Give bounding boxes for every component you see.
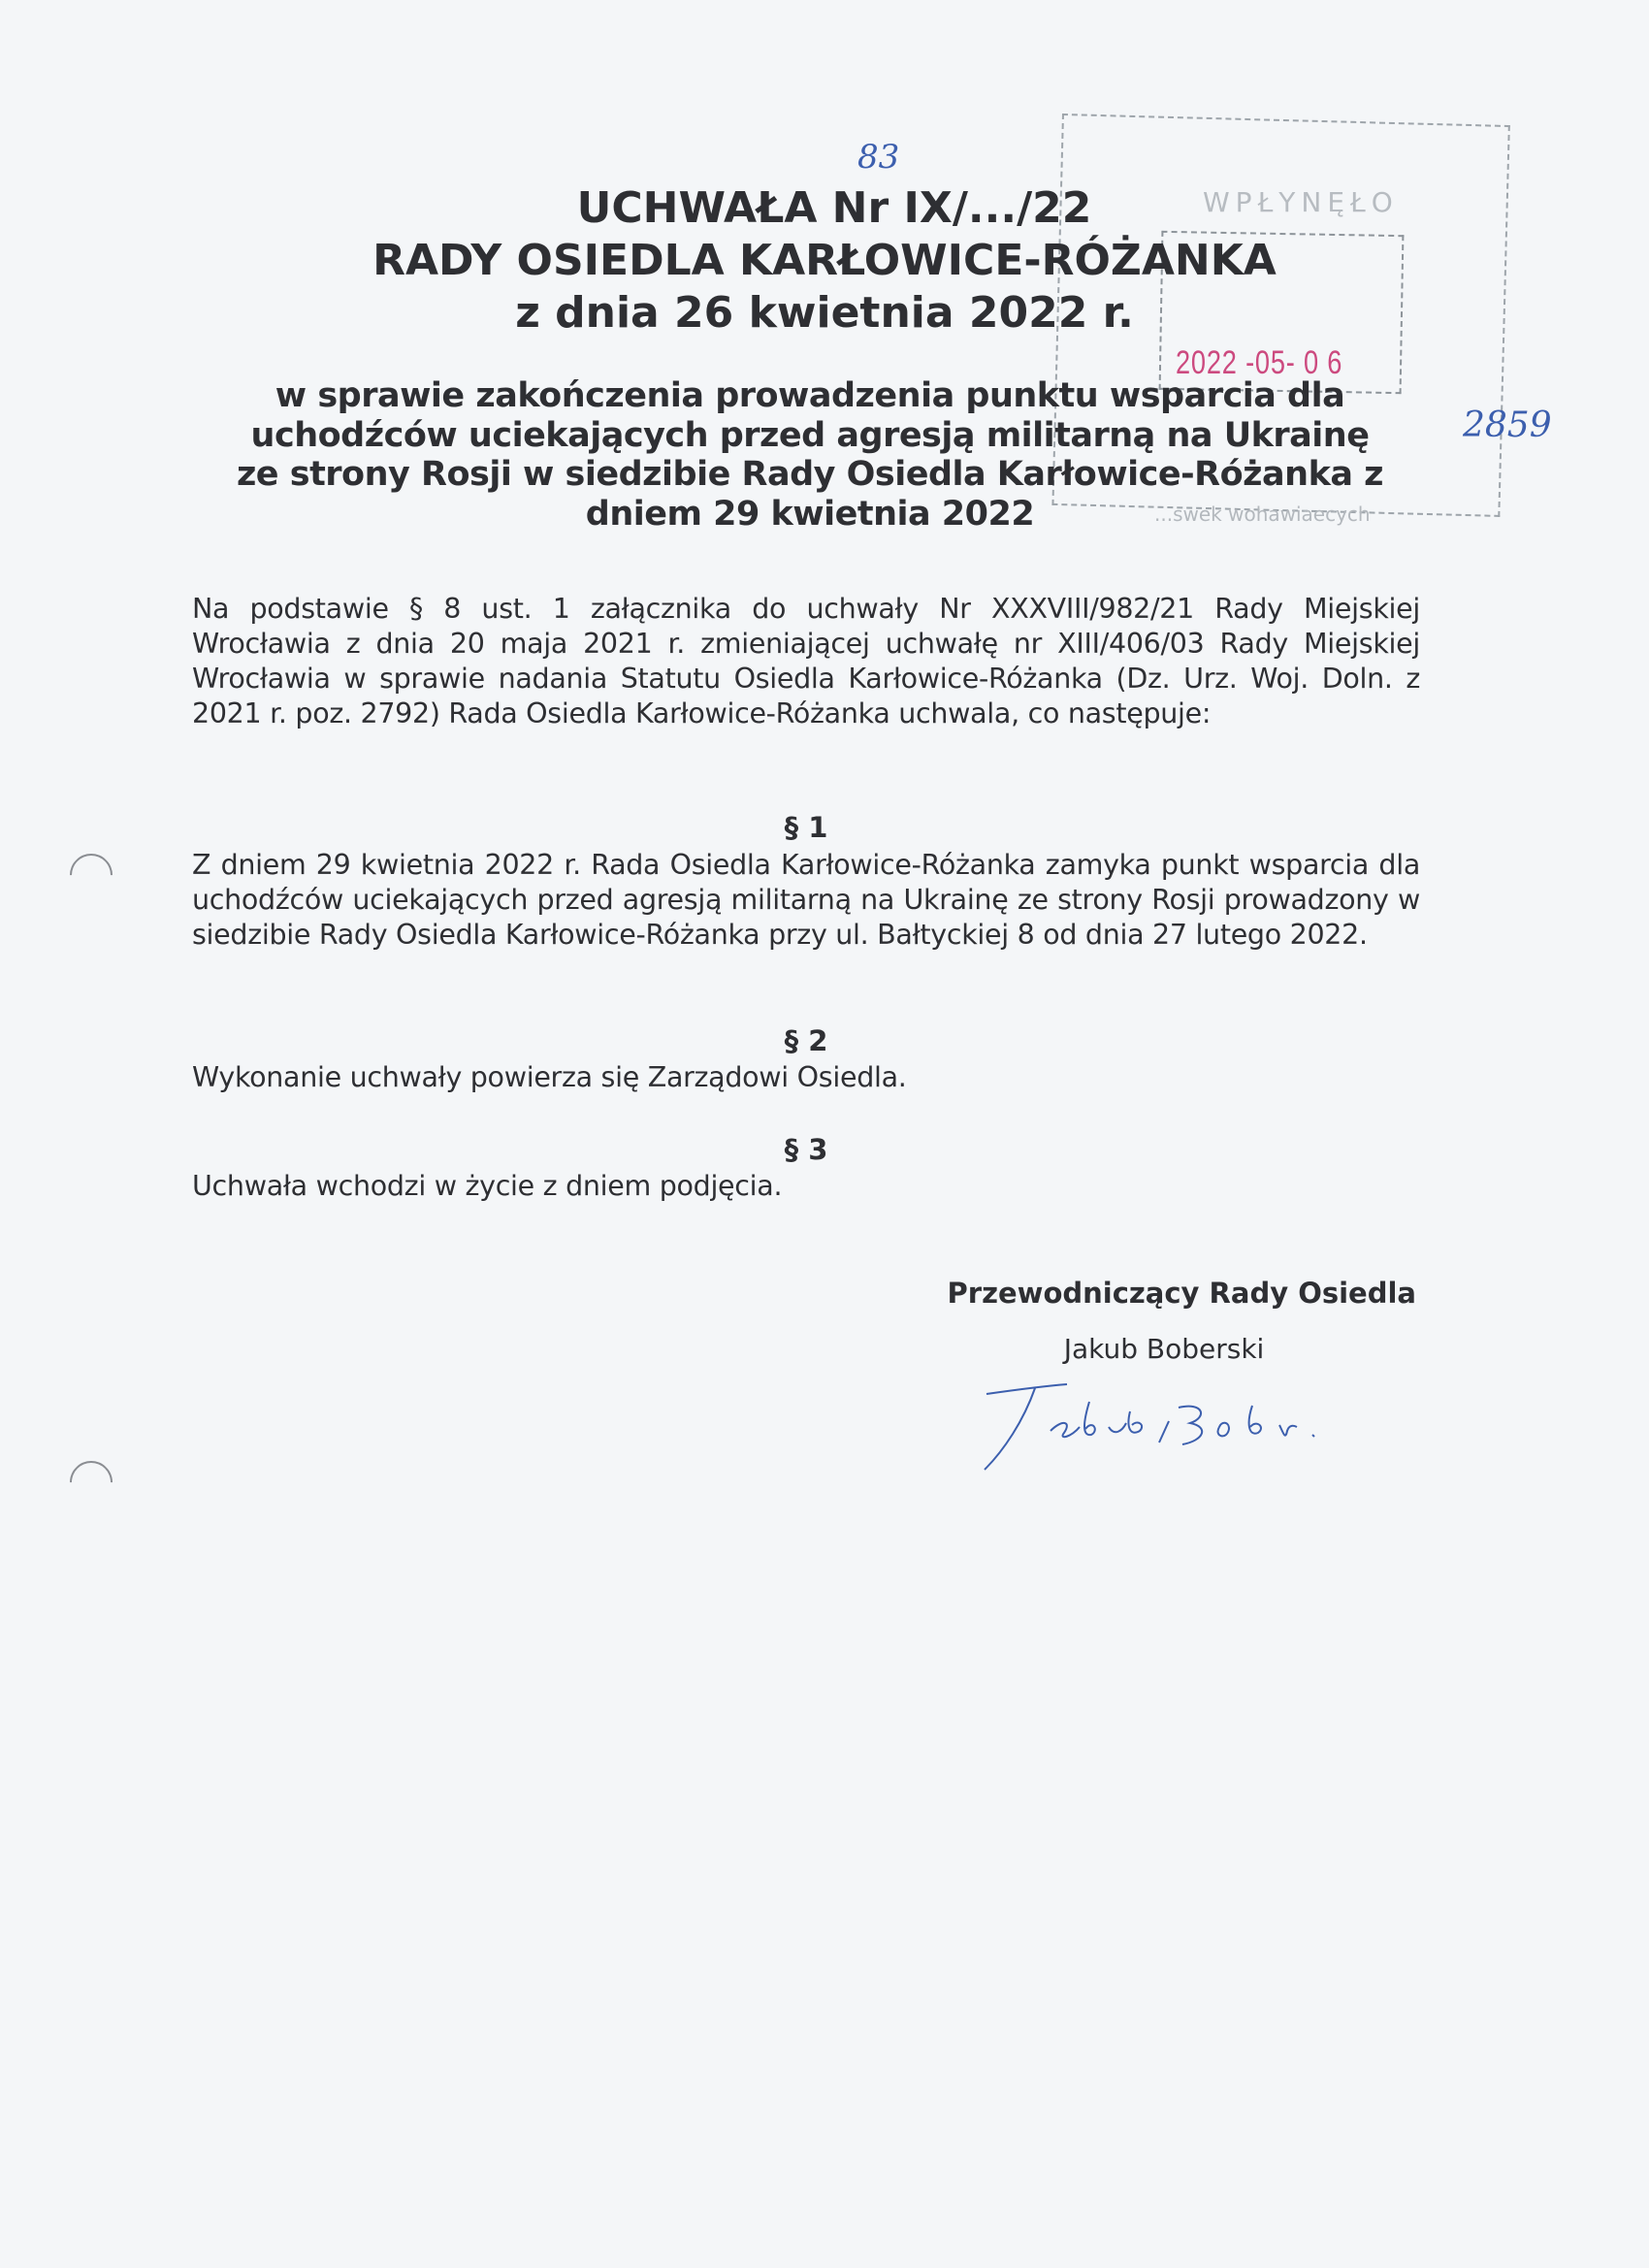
subject-line: ze strony Rosji w siedzibie Rady Osiedla Karłowice-Różanka z: [236, 455, 1384, 494]
section-2-text: Wykonanie uchwały powierza się Zarządowi Osiedla.: [192, 1061, 907, 1093]
title-line-1-prefix: UCHWAŁA Nr IX/: [576, 183, 968, 233]
title-number-blank: ...: [967, 183, 1018, 233]
section-2-heading: § 2: [784, 1024, 828, 1057]
handwritten-resolution-number: 83: [857, 138, 900, 177]
subject-line: w sprawie zakończenia prowadzenia punktu wsparcia dla: [275, 376, 1345, 415]
resolution-subject: [146, 376, 1474, 534]
punch-hole-mark: [61, 1452, 121, 1512]
stamp-date: 2022 -05- 0 6: [1176, 344, 1343, 381]
subject-line: uchodźców uciekających przed agresją militarną na Ukrainę: [250, 415, 1370, 455]
stamp-handwritten-number: 2859: [1463, 405, 1552, 445]
subject-line: dniem 29 kwietnia 2022: [585, 494, 1035, 534]
section-3-text: Uchwała wchodzi w życie z dniem podjęcia.: [192, 1170, 783, 1202]
section-1-heading: § 1: [784, 811, 828, 844]
punch-hole-mark: [61, 845, 121, 905]
title-line-3: z dnia 26 kwietnia 2022 r.: [515, 288, 1134, 338]
document-title: [0, 182, 1649, 340]
signatory-title: Przewodniczący Rady Osiedla: [947, 1277, 1416, 1310]
stamp-label: WPŁYNĘŁO: [1203, 186, 1399, 218]
preamble: Na podstawie § 8 ust. 1 załącznika do uchwały Nr XXXVIII/982/21 Rady Miejskiej Wrocławia z dnia 20 maja 2021 r. zmieniającej uchwałę nr XIII/406/03 Rady Miejskiej Wrocławia w sprawie nadania Statutu Osiedla Karłowice-Różanka (Dz. Urz. Woj. Doln. z 2021 r. poz. 2792) Rada Osiedla Karłowice-Różanka uchwala, co następuje:: [192, 593, 1420, 729]
section-1-text: Z dniem 29 kwietnia 2022 r. Rada Osiedla Karłowice-Różanka zamyka punkt wsparcia dla uchodźców uciekających przed agresją militarną na Ukrainę ze strony Rosji prowadzony w siedzibie Rady Osiedla Karłowice-Różanka przy ul. Bałtyckiej 8 od dnia 27 lutego 2022.: [192, 849, 1420, 951]
title-line-2: RADY OSIEDLA KARŁOWICE-RÓŻANKA: [372, 236, 1277, 285]
section-3-heading: § 3: [784, 1133, 828, 1166]
signatory-name: Jakub Boberski: [1063, 1333, 1265, 1365]
handwritten-signature: [975, 1373, 1363, 1479]
stamp-subtext: ...swek wohawiaecych: [1154, 502, 1371, 526]
title-line-1-suffix: /22: [1017, 183, 1092, 233]
title-line-1: [0, 182, 1649, 235]
